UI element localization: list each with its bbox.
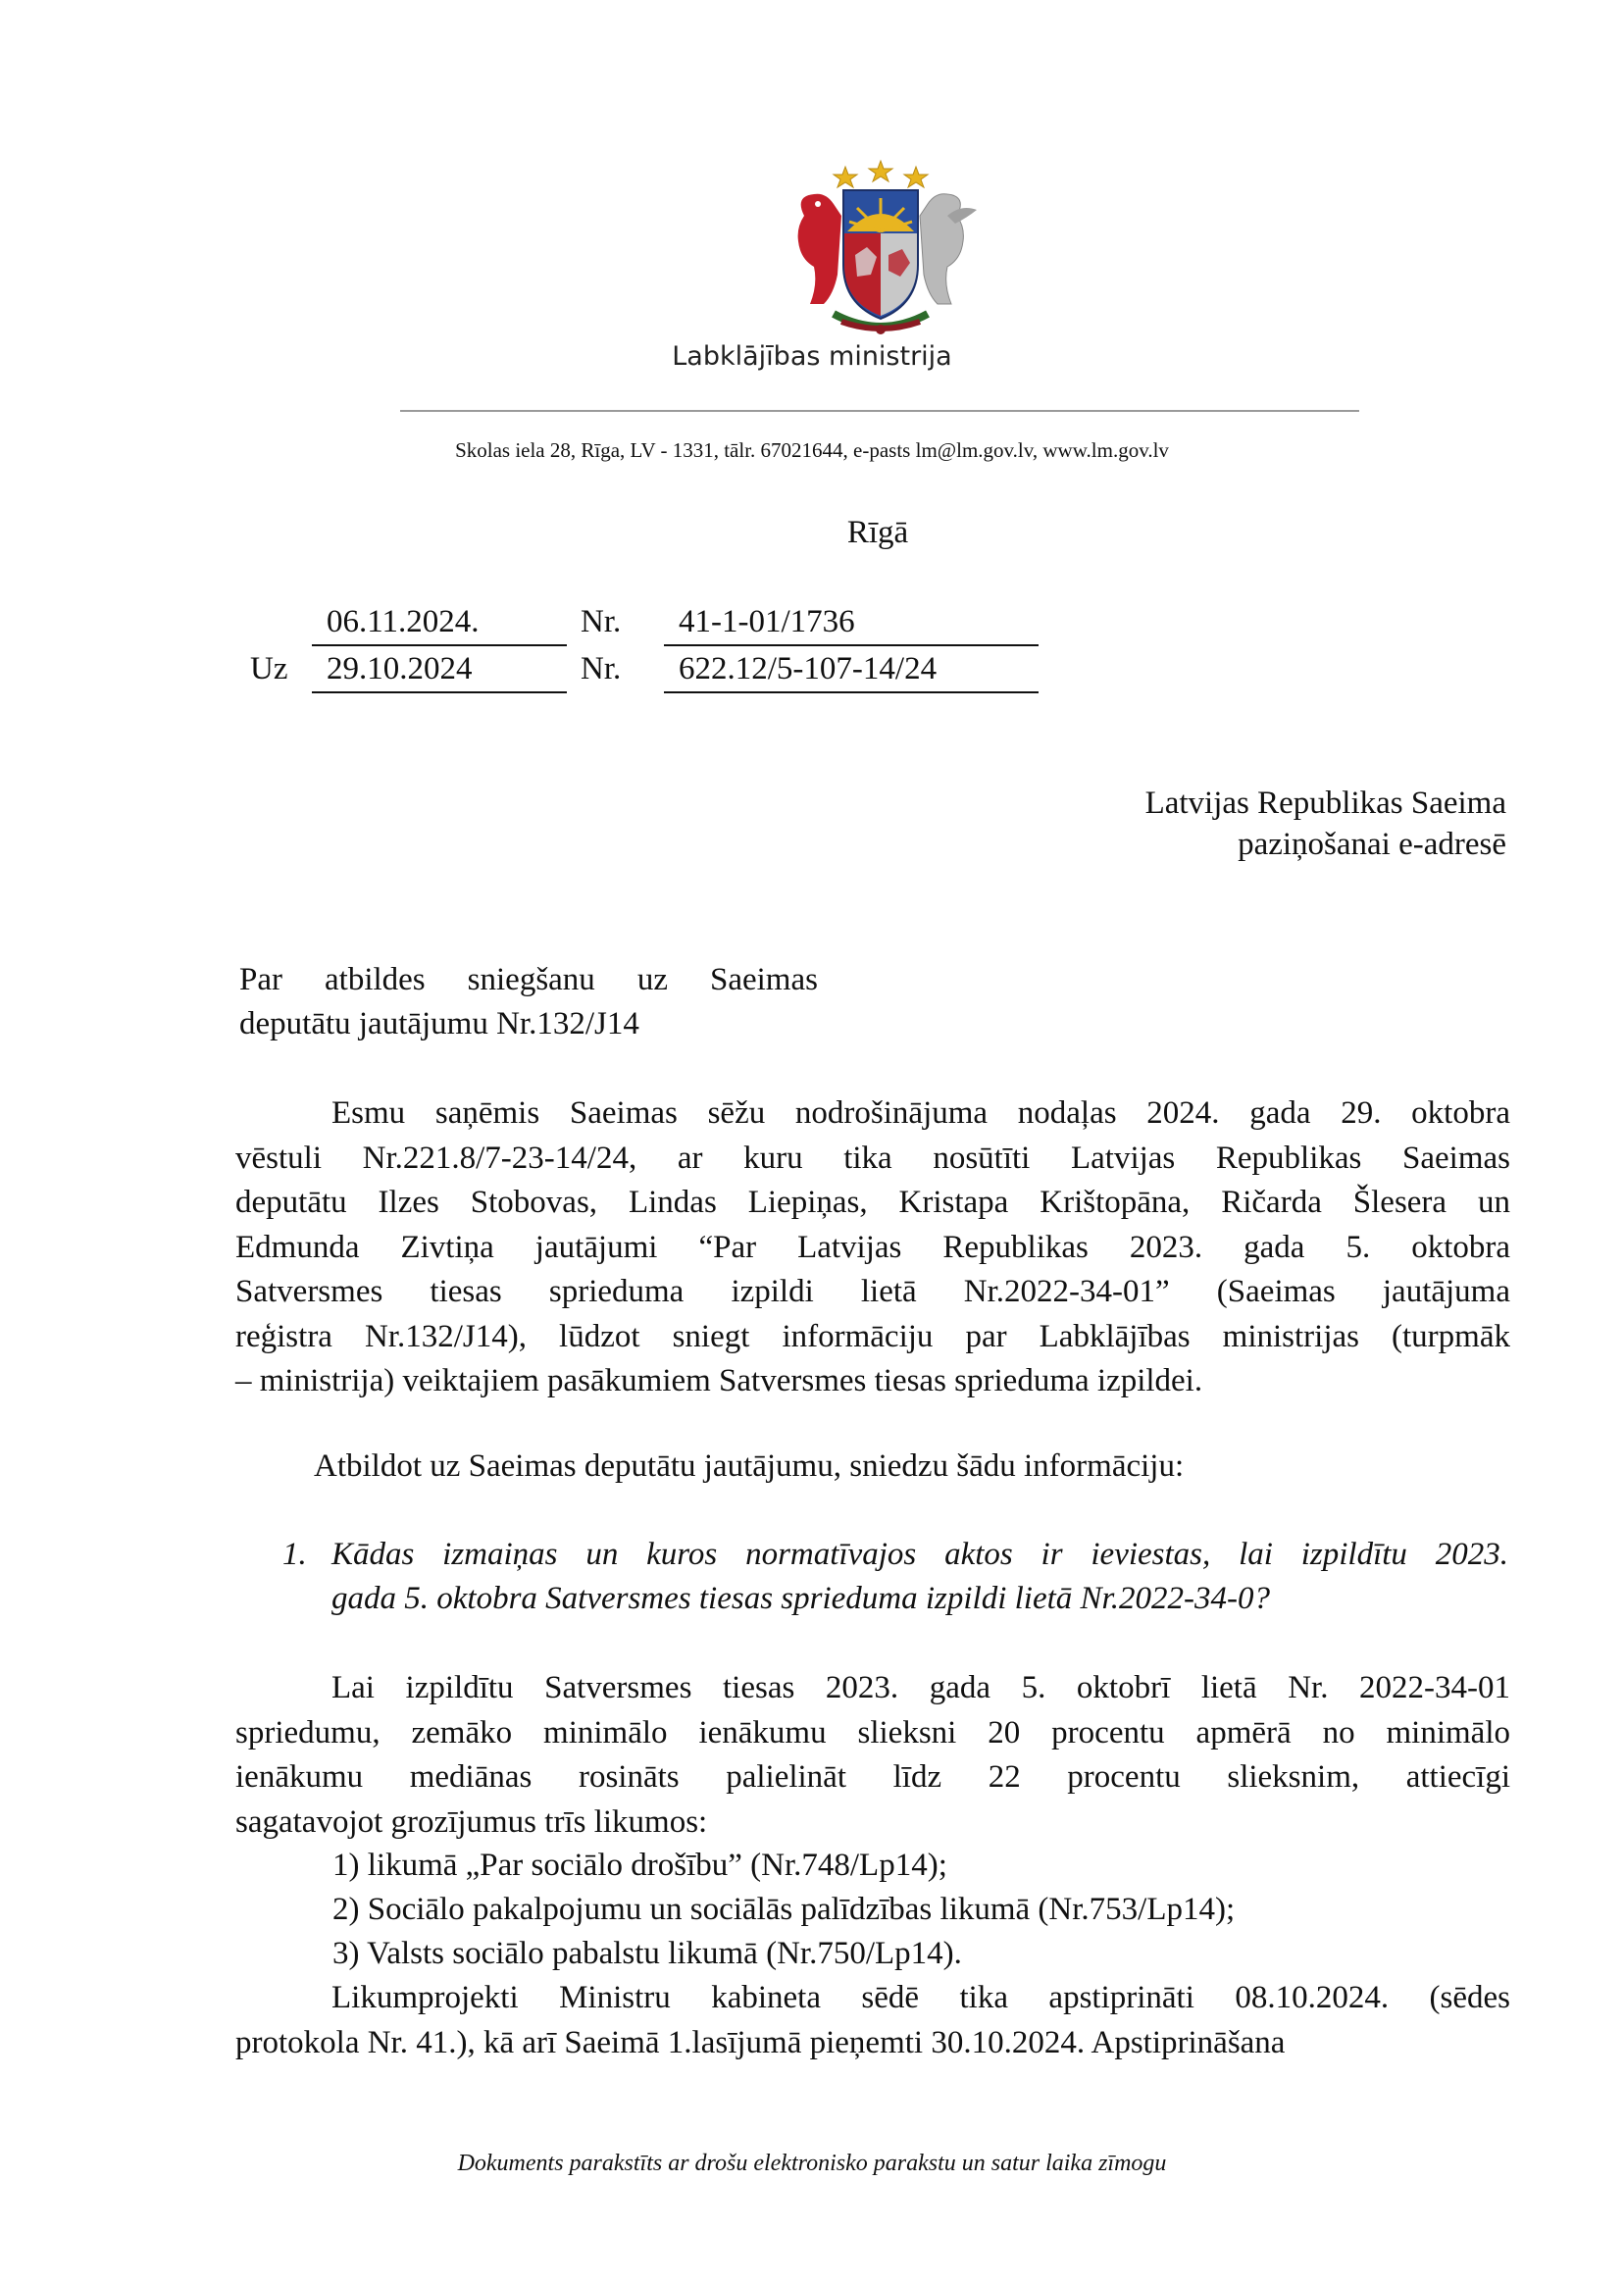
paragraph-line: Likumprojekti Ministru kabineta sēdē tika apstiprināti 08.10.2024. (sēdes bbox=[331, 1980, 1510, 2015]
reply-date: 29.10.2024 bbox=[327, 651, 473, 686]
body-paragraph-3 bbox=[235, 1666, 1510, 1845]
recipient-block bbox=[883, 783, 1506, 865]
paragraph-line: protokola Nr. 41.), kā arī Saeimā 1.lasījumā pieņemti 30.10.2024. Apstiprināšana bbox=[235, 2024, 1286, 2060]
subject-word: atbildes bbox=[325, 962, 426, 997]
number-underline bbox=[664, 644, 1039, 646]
ministry-address: Skolas iela 28, Rīga, LV - 1331, tālr. 67021644, e-pasts lm@lm.gov.lv, www.lm.gov.lv bbox=[455, 438, 1169, 462]
uz-label: Uz bbox=[250, 651, 288, 686]
subject bbox=[239, 958, 818, 1046]
document-date: 06.11.2024. bbox=[327, 604, 480, 639]
place-of-issue: Rīgā bbox=[846, 515, 909, 550]
paragraph-line: Esmu saņēmis Saeimas sēžu nodrošinājuma nodaļas 2024. gada 29. oktobra bbox=[331, 1095, 1510, 1131]
reply-date-underline bbox=[312, 691, 567, 693]
body-paragraph-4 bbox=[235, 1976, 1510, 2065]
subject-line-1 bbox=[239, 958, 818, 1002]
reply-number: 622.12/5-107-14/24 bbox=[679, 651, 938, 686]
paragraph-line: reģistra Nr.132/J14), lūdzot sniegt informāciju par Labklājības ministrijas (turpmāk bbox=[235, 1318, 1510, 1354]
paragraph-line: vēstuli Nr.221.8/7-23-14/24, ar kuru tika nosūtīti Latvijas Republikas Saeimas bbox=[235, 1140, 1510, 1176]
paragraph-line: sagatavojot grozījumus trīs likumos: bbox=[235, 1803, 708, 1840]
nr-label: Nr. bbox=[581, 604, 622, 639]
body-paragraph-2: Atbildot uz Saeimas deputātu jautājumu, sniedzu šādu informāciju: bbox=[314, 1448, 1185, 1484]
subject-line-2: deputātu jautājumu Nr.132/J14 bbox=[239, 1006, 639, 1041]
list-item: 1) likumā „Par sociālo drošību” (Nr.748/Lp14); bbox=[332, 1848, 947, 1883]
question-1-text bbox=[331, 1533, 1508, 1621]
list-item: 2) Sociālo pakalpojumu un sociālās palīdzības likumā (Nr.753/Lp14); bbox=[332, 1892, 1236, 1927]
signature-notice: Dokuments parakstīts ar drošu elektronisko parakstu un satur laika zīmogu bbox=[457, 2151, 1167, 2176]
paragraph-line: deputātu Ilzes Stobovas, Lindas Liepiņas, Kristapa Krištopāna, Ričarda Šlesera un bbox=[235, 1185, 1510, 1220]
recipient-delivery: paziņošanai e-adresē bbox=[1238, 827, 1506, 862]
question-1-number: 1. bbox=[282, 1537, 307, 1572]
paragraph-line: spriedumu, zemāko minimālo ienākumu slieksni 20 procentu apmērā no minimālo bbox=[235, 1714, 1510, 1750]
paragraph-line: gada 5. oktobra Satversmes tiesas sprieduma izpildi lietā Nr.2022-34-0? bbox=[331, 1581, 1270, 1616]
latvia-coat-of-arms-icon bbox=[765, 157, 996, 343]
paragraph-line: Edmunda Zivtiņa jautājumi “Par Latvijas Republikas 2023. gada 5. oktobra bbox=[235, 1229, 1510, 1265]
ministry-name: Labklājības ministrija bbox=[672, 341, 952, 372]
subject-word: Saeimas bbox=[709, 962, 818, 997]
reply-number-underline bbox=[664, 691, 1039, 693]
subject-word: sniegšanu bbox=[467, 962, 595, 997]
subject-word: uz bbox=[636, 962, 668, 997]
paragraph-line: Lai izpildītu Satversmes tiesas 2023. gada 5. oktobrī lietā Nr. 2022-34-01 bbox=[331, 1670, 1510, 1705]
reply-nr-label: Nr. bbox=[581, 651, 622, 686]
document-number: 41-1-01/1736 bbox=[679, 604, 855, 639]
recipient-name: Latvijas Republikas Saeima bbox=[1144, 786, 1506, 821]
paragraph-line: Satversmes tiesas sprieduma izpildi lietā Nr.2022-34-01” (Saeimas jautājuma bbox=[235, 1274, 1510, 1309]
paragraph-line: ienākumu mediānas rosināts palielināt līdz 22 procentu slieksnim, attiecīgi bbox=[235, 1759, 1510, 1795]
list-item: 3) Valsts sociālo pabalstu likumā (Nr.750/Lp14). bbox=[332, 1936, 962, 1971]
paragraph-line: Kādas izmaiņas un kuros normatīvajos aktos ir ieviestas, lai izpildītu 2023. bbox=[331, 1537, 1508, 1572]
paragraph-line: – ministrija) veiktajiem pasākumiem Satversmes tiesas sprieduma izpildei. bbox=[235, 1363, 1203, 1398]
subject-word: Par bbox=[239, 962, 282, 997]
date-underline bbox=[312, 644, 567, 646]
body-paragraph-1 bbox=[235, 1091, 1510, 1404]
header-divider bbox=[400, 410, 1359, 412]
